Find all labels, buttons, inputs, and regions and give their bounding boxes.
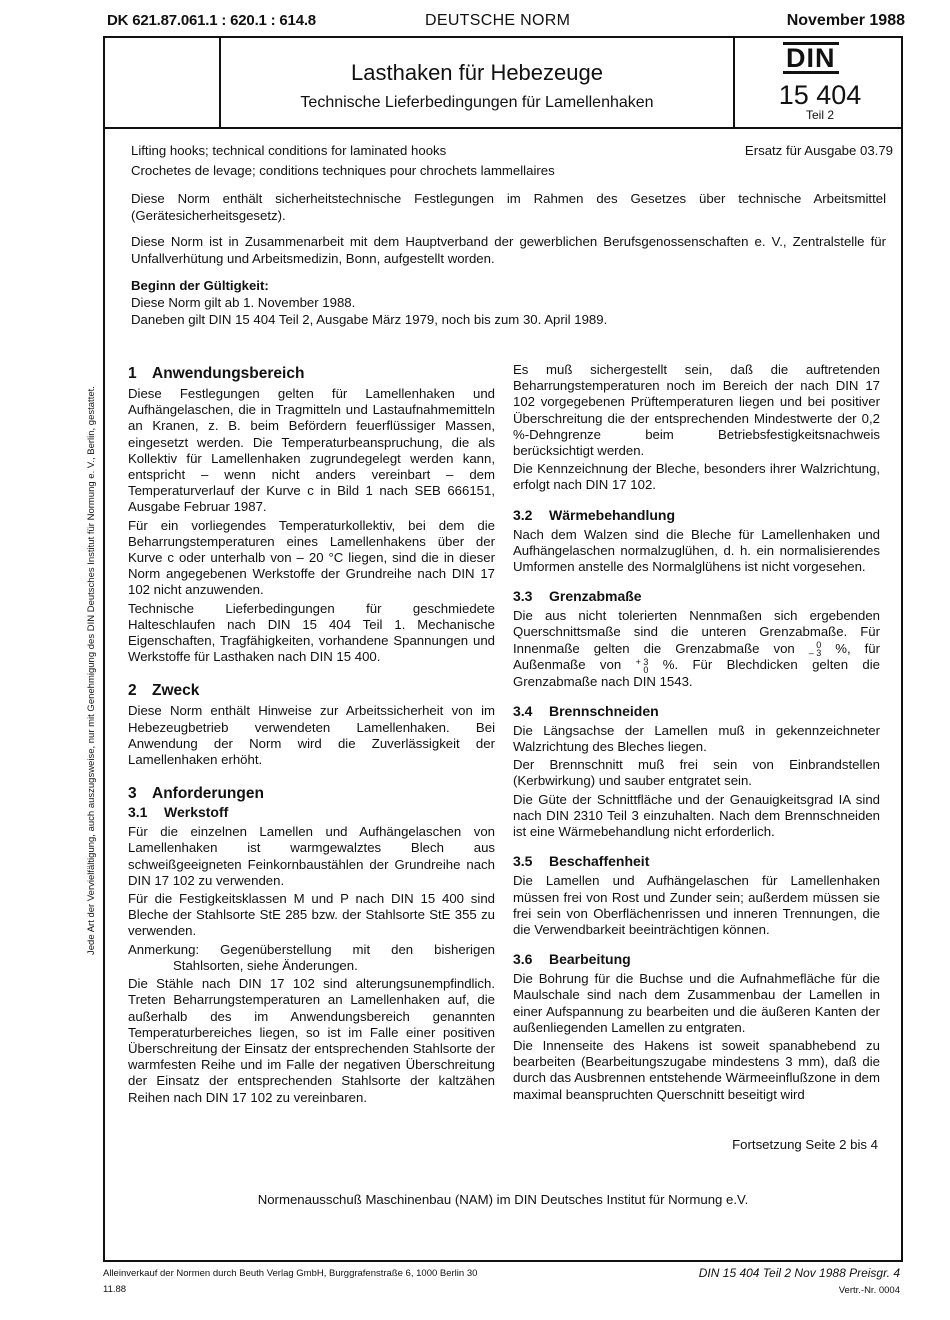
tolerance-outer: + 3 0: [635, 656, 649, 675]
standard-part: Teil 2: [805, 108, 834, 122]
section-3-6-paragraph-2: Die Innenseite des Hakens ist soweit spanabhebend zu bearbeiten (Bearbeitungszugabe mindestens 3 mm), daß die durch das Ausbrennen entstehende Wärmeeinflußzone in dem maximal beanspruchten Querschnitt beseitigt wird: [513, 1037, 880, 1102]
tolerance-inner: 0 – 3: [808, 640, 822, 659]
print-date: 11.88: [103, 1284, 127, 1295]
section-3-2-paragraph-1: Nach dem Walzen sind die Bleche für Lamellenhaken und Aufhängelaschen normalzuglühen, d. h. ein normalisierendes Umformen anstelle des Normalglühens ist nicht vorgesehen.: [513, 526, 880, 575]
section-heading-3-2: 3.2 Wärmebehandlung: [513, 506, 676, 523]
french-title: Crochetes de levage; conditions techniques pour chrochets lammellaires: [131, 163, 555, 178]
section-heading-3-4: 3.4 Brennschneiden: [513, 702, 659, 719]
intro-paragraph-safety: Diese Norm enthält sicherheitstechnische Festlegungen im Rahmen des Gesetzes über technische Arbeitsmittel (Gerätesicherheitsgesetz).: [131, 191, 886, 223]
validity-start: Diese Norm gilt ab 1. November 1988.: [131, 295, 356, 310]
order-number: Vertr.-Nr. 0004: [838, 1285, 900, 1296]
section-3-1-paragraph-1: Für die einzelnen Lamellen und Aufhängelaschen von Lamellenhaken ist warmgewalztes Blech aus schweißgeeigneten Feinkornbaustählen der Grundreihe nach DIN 17 102 zu verwenden.: [128, 824, 495, 888]
section-heading-3-6: 3.6 Bearbeitung: [513, 951, 631, 968]
continuation-note: Fortsetzung Seite 2 bis 4: [732, 1137, 878, 1152]
right-column: [513, 362, 880, 1105]
standard-number: 15 404: [778, 80, 862, 110]
left-column: [128, 364, 495, 1108]
intro-section: [131, 190, 886, 328]
committee-line: Normenausschuß Maschinenbau (NAM) im DIN Deutsches Institut für Normung e.V.: [257, 1192, 749, 1207]
section-heading-3: 3 Anforderungen: [128, 785, 264, 803]
section-1-paragraph-3: Technische Lieferbedingungen für geschmiedete Halteschlaufen nach DIN 15 404 Teil 1. Mechanische Eigenschaften, Tragfähigkeiten, vorhandene Spannungen und Werkstoffe für Lasthaken nach DIN 15 400.: [128, 600, 495, 665]
document-title: Lasthaken für Hebezeuge: [351, 60, 603, 85]
section-heading-3-1: 3.1 Werkstoff: [128, 804, 229, 821]
footer-reference: DIN 15 404 Teil 2 Nov 1988 Preisgr. 4: [698, 1266, 900, 1280]
section-heading-2: 2 Zweck: [128, 682, 200, 700]
validity-heading: Beginn der Gültigkeit:: [131, 278, 269, 293]
section-2-paragraph-1: Diese Norm enthält Hinweise zur Arbeitssicherheit von im Hebezeugbetrieb verwendeten Lamellenhaken. Bei Anwendung der Norm wird die Zuverlässigkeit der Lamellenhaken erhöht.: [128, 703, 495, 768]
section-3-1-note: Anmerkung: Gegenüberstellung mit den bisherigen Stahlsorten, siehe Änderungen.: [128, 941, 495, 973]
standard-type: DEUTSCHE NORM: [425, 12, 571, 29]
replaces-edition: Ersatz für Ausgabe 03.79: [744, 143, 893, 158]
section-3-1-paragraph-2: Für die Festigkeitsklassen M und P nach DIN 15 400 sind Bleche der Stahlsorte StE 285 bzw. der Stahlsorte StE 355 zu verwenden.: [128, 891, 495, 939]
intro-paragraph-cooperation: Diese Norm ist in Zusammenarbeit mit dem Hauptverband der gewerblichen Berufsgenossenschaften e. V., Zentralstelle für Unfallverhütung und Arbeitsmedizin, Bonn, aufgestellt worden.: [131, 234, 886, 266]
right-paragraph-1: Es muß sichergestellt sein, daß die auftretenden Beharrungstemperaturen noch im Bereich der nach DIN 17 102 vorgegebenen Prüftemperaturen liegen und bei positiver Überschreitung die der entsprechenden Mindestwerte der 0,2 %-Dehngrenze beim Betriebsfestigkeitsnachweis berücksichtigt werden.: [513, 362, 880, 459]
section-3-4-paragraph-3: Die Güte der Schnittfläche und der Genauigkeitsgrad IA sind nach DIN 2310 Teil 3 einzuhalten. Nach dem Brennschneiden ist eine Wärmebehandlung nicht erforderlich.: [513, 791, 880, 840]
validity-transition: Daneben gilt DIN 15 404 Teil 2, Ausgabe März 1979, noch bis zum 30. April 1989.: [131, 312, 608, 327]
sales-note: Alleinverkauf der Normen durch Beuth Verlag GmbH, Burggrafenstraße 6, 1000 Berlin 30: [103, 1268, 478, 1279]
title-divider-right: [733, 36, 735, 129]
right-paragraph-2: Die Kennzeichnung der Bleche, besonders ihrer Walzrichtung, erfolgt nach DIN 17 102.: [513, 461, 880, 493]
copyright-sidebar: Jede Art der Vervielfältigung, auch auszugsweise, nur mit Genehmigung des DIN Deutsches Institut für Normung e. V., Berlin, gestattet.: [86, 386, 97, 955]
section-3-4-paragraph-1: Die Längsachse der Lamellen muß in gekennzeichneter Walzrichtung des Bleches liegen.: [513, 722, 880, 755]
section-3-6-paragraph-1: Die Bohrung für die Buchse und die Aufnahmefläche für die Maulschale sind nach dem Zusammenbau der Lamellen in einer Aufspannung zu bearbeiten und die äußeren Kanten der außenliegenden Lamellen zu entgraten.: [513, 971, 880, 1035]
classification-code: DK 621.87.061.1 : 620.1 : 614.8: [107, 12, 316, 29]
section-3-3-paragraph-1: Die aus nicht tolerierten Nennmaßen sich ergebenden Querschnittsmaße sind die unteren Grenzabmaße. Für Innenmaße gelten die Grenzabmaße von 0 – 3 %, für Außenmaße von + 3 0 %. Für Blechdicken gelten die Grenzabmaße nach DIN 1543.: [513, 608, 880, 689]
section-3-1-paragraph-3: Die Stähle nach DIN 17 102 sind alterungsunempfindlich. Treten Beharrungstemperaturen an Lamellenhaken auf, die außerhalb des im Anwendungsbereich genannten Temperaturbereiches liegen, so ist im Falle einer positiven Überschreitung der Einsatz der entsprechenden Stahlsorte der warmfesten Reihe und im Falle der negativen Überschreitung der Einsatz der entsprechenden Stahlsorte der kaltzähen Reihen nach DIN 17 102 zu vereinbaren.: [128, 976, 495, 1105]
section-heading-3-5: 3.5 Beschaffenheit: [513, 853, 650, 870]
section-1-paragraph-1: Diese Festlegungen gelten für Lamellenhaken und Aufhängelaschen, die in Tragmitteln und Lastaufnahmemitteln an Kranen, z. B. beim Befördern feuerflüssiger Massen, eingesetzt werden. Die Temperaturbeanspruchung, die als Kollektiv für Lamellenhaken zugrundegelegt werden kann, entspricht – wenn nicht anders vereinbart – dem Temperaturverlauf der Kurve c in Bild 1 nach SEB 666151, Ausgabe Februar 1987.: [128, 386, 495, 515]
section-heading-3-3: 3.3 Grenzabmaße: [513, 588, 642, 605]
english-title: Lifting hooks; technical conditions for laminated hooks: [131, 143, 447, 158]
issue-date: November 1988: [786, 12, 905, 29]
section-3-5-paragraph-1: Die Lamellen und Aufhängelaschen für Lamellenhaken müssen frei von Rost und Zunder sein; außerdem müssen sie frei sein von Oberflächenrissen und inneren Trennungen, die die Verwendbarkeit beeinträchtigen können.: [513, 873, 880, 937]
section-3-4-paragraph-2: Der Brennschnitt muß frei sein von Einbrandstellen (Kerbwirkung) und sauber entgratet sein.: [513, 757, 880, 789]
din-logo: DIN: [783, 42, 839, 74]
section-heading-1: 1 Anwendungsbereich: [128, 365, 305, 382]
section-1-paragraph-2: Für ein vorliegendes Temperaturkollektiv, bei dem die Beharrungstemperaturen eines Lamellenhakens über der Kurve c oder unterhalb von – 20 °C liegen, sind die in dieser Norm angegebenen Werkstoffe der Grundreihe nach DIN 17 102 nicht anzuwenden.: [128, 517, 495, 598]
document-subtitle: Technische Lieferbedingungen für Lamellenhaken: [300, 94, 654, 111]
